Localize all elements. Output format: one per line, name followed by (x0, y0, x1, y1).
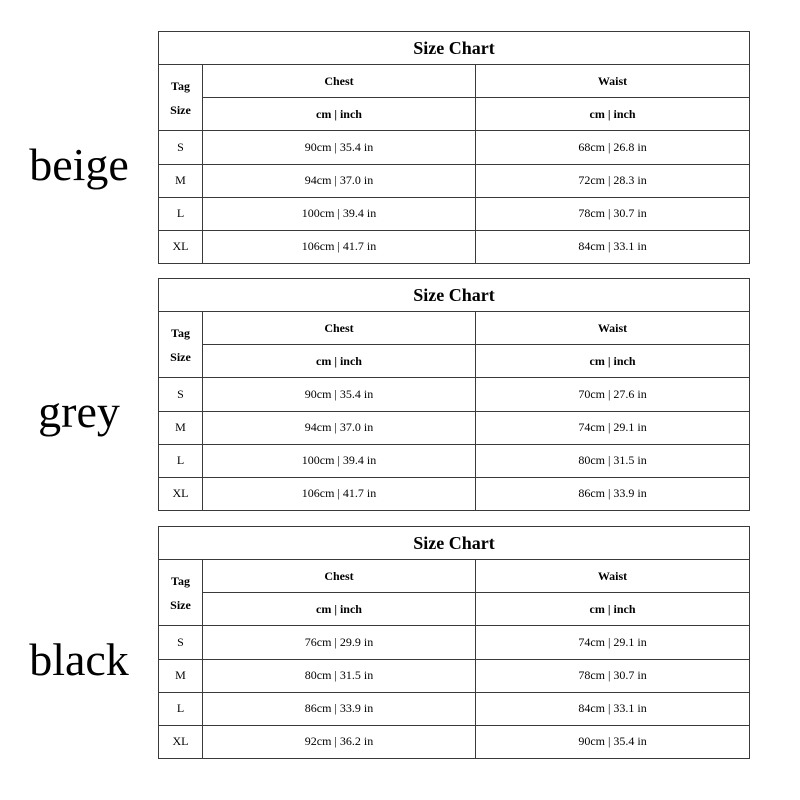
chest-header: Chest (203, 65, 476, 98)
chest-cell: 76cm | 29.9 in (203, 626, 476, 659)
color-label: black (29, 634, 129, 685)
waist-cell: 84cm | 33.1 in (476, 692, 750, 725)
chest-header: Chest (203, 312, 476, 345)
waist-cell: 72cm | 28.3 in (476, 164, 750, 197)
size-chart-block-grey (0, 278, 800, 512)
chest-cell: 90cm | 35.4 in (203, 131, 476, 164)
chest-header: Chest (203, 560, 476, 593)
color-label: beige (29, 139, 129, 190)
chest-cell: 100cm | 39.4 in (203, 444, 476, 477)
size-cell: XL (159, 725, 203, 758)
table-row (159, 725, 750, 758)
size-label: Size (170, 349, 191, 364)
waist-units: cm | inch (476, 345, 750, 378)
waist-cell: 78cm | 30.7 in (476, 197, 750, 230)
tag-label: Tag (171, 78, 190, 93)
waist-units: cm | inch (476, 98, 750, 131)
size-cell: L (159, 197, 203, 230)
waist-header: Waist (476, 560, 750, 593)
size-chart-table (158, 278, 750, 511)
size-cell: M (159, 659, 203, 692)
size-chart-block-beige (0, 31, 800, 265)
chest-cell: 94cm | 37.0 in (203, 411, 476, 444)
table-row (159, 164, 750, 197)
table-title: Size Chart (159, 279, 750, 312)
waist-cell: 80cm | 31.5 in (476, 444, 750, 477)
size-cell: L (159, 444, 203, 477)
table-title: Size Chart (159, 32, 750, 65)
chest-cell: 86cm | 33.9 in (203, 692, 476, 725)
size-label: Size (170, 597, 191, 612)
table-title: Size Chart (159, 527, 750, 560)
size-cell: S (159, 378, 203, 411)
table-row (159, 131, 750, 164)
table-row (159, 444, 750, 477)
size-cell: L (159, 692, 203, 725)
size-chart-table (158, 526, 750, 759)
table-row (159, 411, 750, 444)
chest-cell: 90cm | 35.4 in (203, 378, 476, 411)
table-row (159, 659, 750, 692)
waist-cell: 78cm | 30.7 in (476, 659, 750, 692)
chest-cell: 80cm | 31.5 in (203, 659, 476, 692)
size-cell: XL (159, 230, 203, 263)
size-chart-table (158, 31, 750, 264)
waist-units: cm | inch (476, 593, 750, 626)
size-label: Size (170, 102, 191, 117)
color-label: grey (38, 386, 120, 437)
size-chart-block-black (0, 526, 800, 760)
waist-cell: 86cm | 33.9 in (476, 477, 750, 510)
table-row (159, 692, 750, 725)
tag-label: Tag (171, 573, 190, 588)
waist-header: Waist (476, 65, 750, 98)
chest-cell: 106cm | 41.7 in (203, 230, 476, 263)
waist-cell: 74cm | 29.1 in (476, 411, 750, 444)
table-row (159, 378, 750, 411)
chest-units: cm | inch (203, 98, 476, 131)
size-cell: XL (159, 477, 203, 510)
tag-size-header (159, 560, 203, 626)
waist-header: Waist (476, 312, 750, 345)
chest-cell: 100cm | 39.4 in (203, 197, 476, 230)
size-cell: S (159, 131, 203, 164)
size-cell: M (159, 164, 203, 197)
tag-size-header (159, 65, 203, 131)
chest-cell: 92cm | 36.2 in (203, 725, 476, 758)
table-row (159, 230, 750, 263)
tag-label: Tag (171, 325, 190, 340)
waist-cell: 70cm | 27.6 in (476, 378, 750, 411)
waist-cell: 74cm | 29.1 in (476, 626, 750, 659)
chest-cell: 106cm | 41.7 in (203, 477, 476, 510)
size-cell: M (159, 411, 203, 444)
table-row (159, 197, 750, 230)
waist-cell: 84cm | 33.1 in (476, 230, 750, 263)
table-row (159, 477, 750, 510)
table-row (159, 626, 750, 659)
chest-units: cm | inch (203, 593, 476, 626)
size-cell: S (159, 626, 203, 659)
chest-cell: 94cm | 37.0 in (203, 164, 476, 197)
tag-size-header (159, 312, 203, 378)
chest-units: cm | inch (203, 345, 476, 378)
waist-cell: 90cm | 35.4 in (476, 725, 750, 758)
waist-cell: 68cm | 26.8 in (476, 131, 750, 164)
